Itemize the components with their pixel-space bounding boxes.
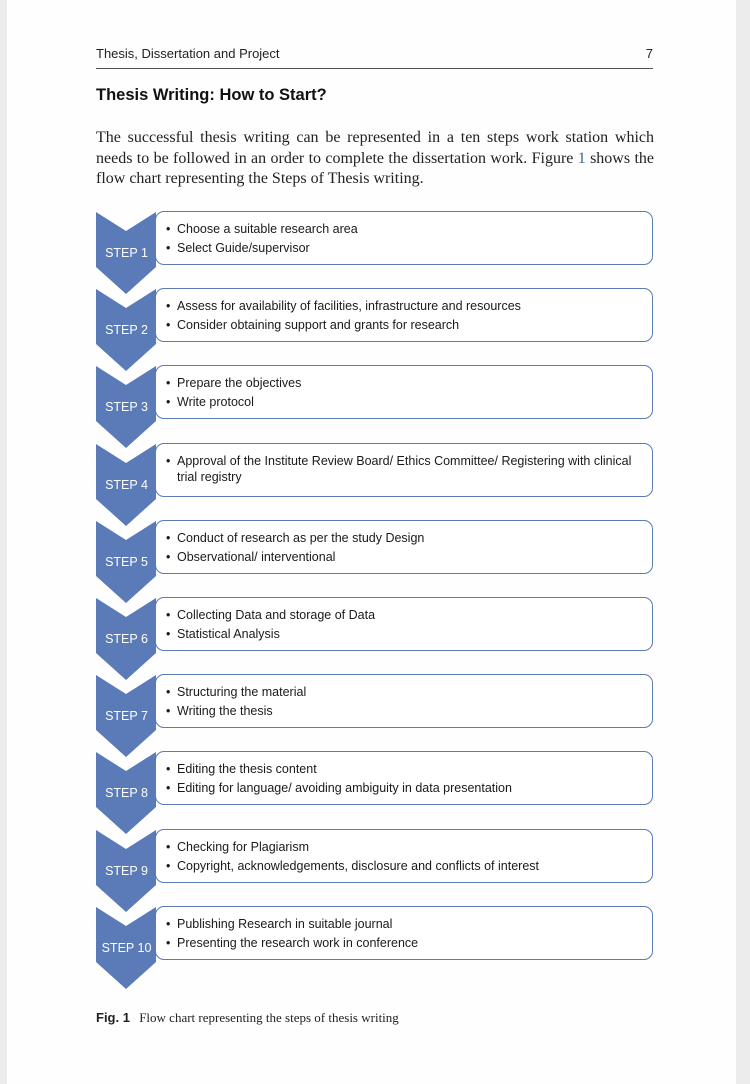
step-bullet-item: • Consider obtaining support and grants for research [164, 318, 644, 334]
step-bullet-list [164, 376, 644, 414]
step-label: STEP 10 [101, 941, 152, 955]
step-bullet-list [164, 454, 644, 489]
step-bullet-list [164, 531, 644, 569]
step-bullet-item: • Publishing Research in suitable journal [164, 917, 644, 933]
step-label: STEP 5 [105, 555, 148, 569]
step-bullet-item: • Select Guide/supervisor [164, 241, 644, 257]
figure-label: Fig. 1 [96, 1010, 130, 1025]
step-bullet-item: • Editing for language/ avoiding ambiguity in data presentation [164, 781, 644, 797]
step-bullet-list [164, 299, 644, 337]
step-bullet-item: • Checking for Plagiarism [164, 840, 644, 856]
step-bullet-item: • Assess for availability of facilities, infrastructure and resources [164, 299, 644, 315]
step-bullet-list [164, 917, 644, 955]
running-title: Thesis, Dissertation and Project [96, 46, 280, 61]
figure-reference-link[interactable]: 1 [577, 149, 586, 167]
step-bullet-list [164, 608, 644, 646]
step-label: STEP 6 [105, 632, 148, 646]
step-bullet-list [164, 685, 644, 723]
section-title: Thesis Writing: How to Start? [96, 86, 327, 104]
step-bullet-item: • Choose a suitable research area [164, 222, 644, 238]
step-label: STEP 2 [105, 323, 148, 337]
page-number: 7 [645, 46, 653, 61]
step-bullet-item: • Editing the thesis content [164, 762, 644, 778]
step-label: STEP 4 [105, 478, 148, 492]
thesis-steps-flowchart [7, 0, 736, 1084]
figure-caption [96, 1010, 399, 1026]
step-bullet-item: • Copyright, acknowledgements, disclosure and conflicts of interest [164, 859, 644, 875]
caption-text: Flow chart representing the steps of thesis writing [139, 1010, 399, 1025]
step-bullet-item: • Writing the thesis [164, 704, 644, 720]
step-bullet-item: • Collecting Data and storage of Data [164, 608, 644, 624]
step-bullet-item: • Structuring the material [164, 685, 644, 701]
step-label: STEP 7 [105, 709, 148, 723]
step-bullet-item: • Presenting the research work in conference [164, 936, 644, 952]
step-label: STEP 1 [105, 246, 148, 260]
step-label: STEP 9 [105, 864, 148, 878]
body-text-end: shows the flow chart representing the Steps of Thesis writing. [96, 149, 654, 187]
step-label: STEP 8 [105, 786, 148, 800]
step-label: STEP 3 [105, 400, 148, 414]
step-bullet-list [164, 762, 644, 800]
step-bullet-item: • Prepare the objectives [164, 376, 644, 392]
step-bullet-item: • Observational/ interventional [164, 550, 644, 566]
step-bullet-list [164, 222, 644, 260]
step-bullet-item: • Approval of the Institute Review Board/ Ethics Committee/ Registering with clinical trial registry [164, 454, 644, 485]
step-bullet-list [164, 840, 644, 878]
step-bullet-item: • Write protocol [164, 395, 644, 411]
step-bullet-item: • Statistical Analysis [164, 627, 644, 643]
step-bullet-item: • Conduct of research as per the study Design [164, 531, 644, 547]
body-text-start: The successful thesis writing can be represented in a ten steps work station which needs to be followed in an order to complete the dissertation work. Figure [96, 129, 654, 167]
document-page [7, 0, 736, 1084]
